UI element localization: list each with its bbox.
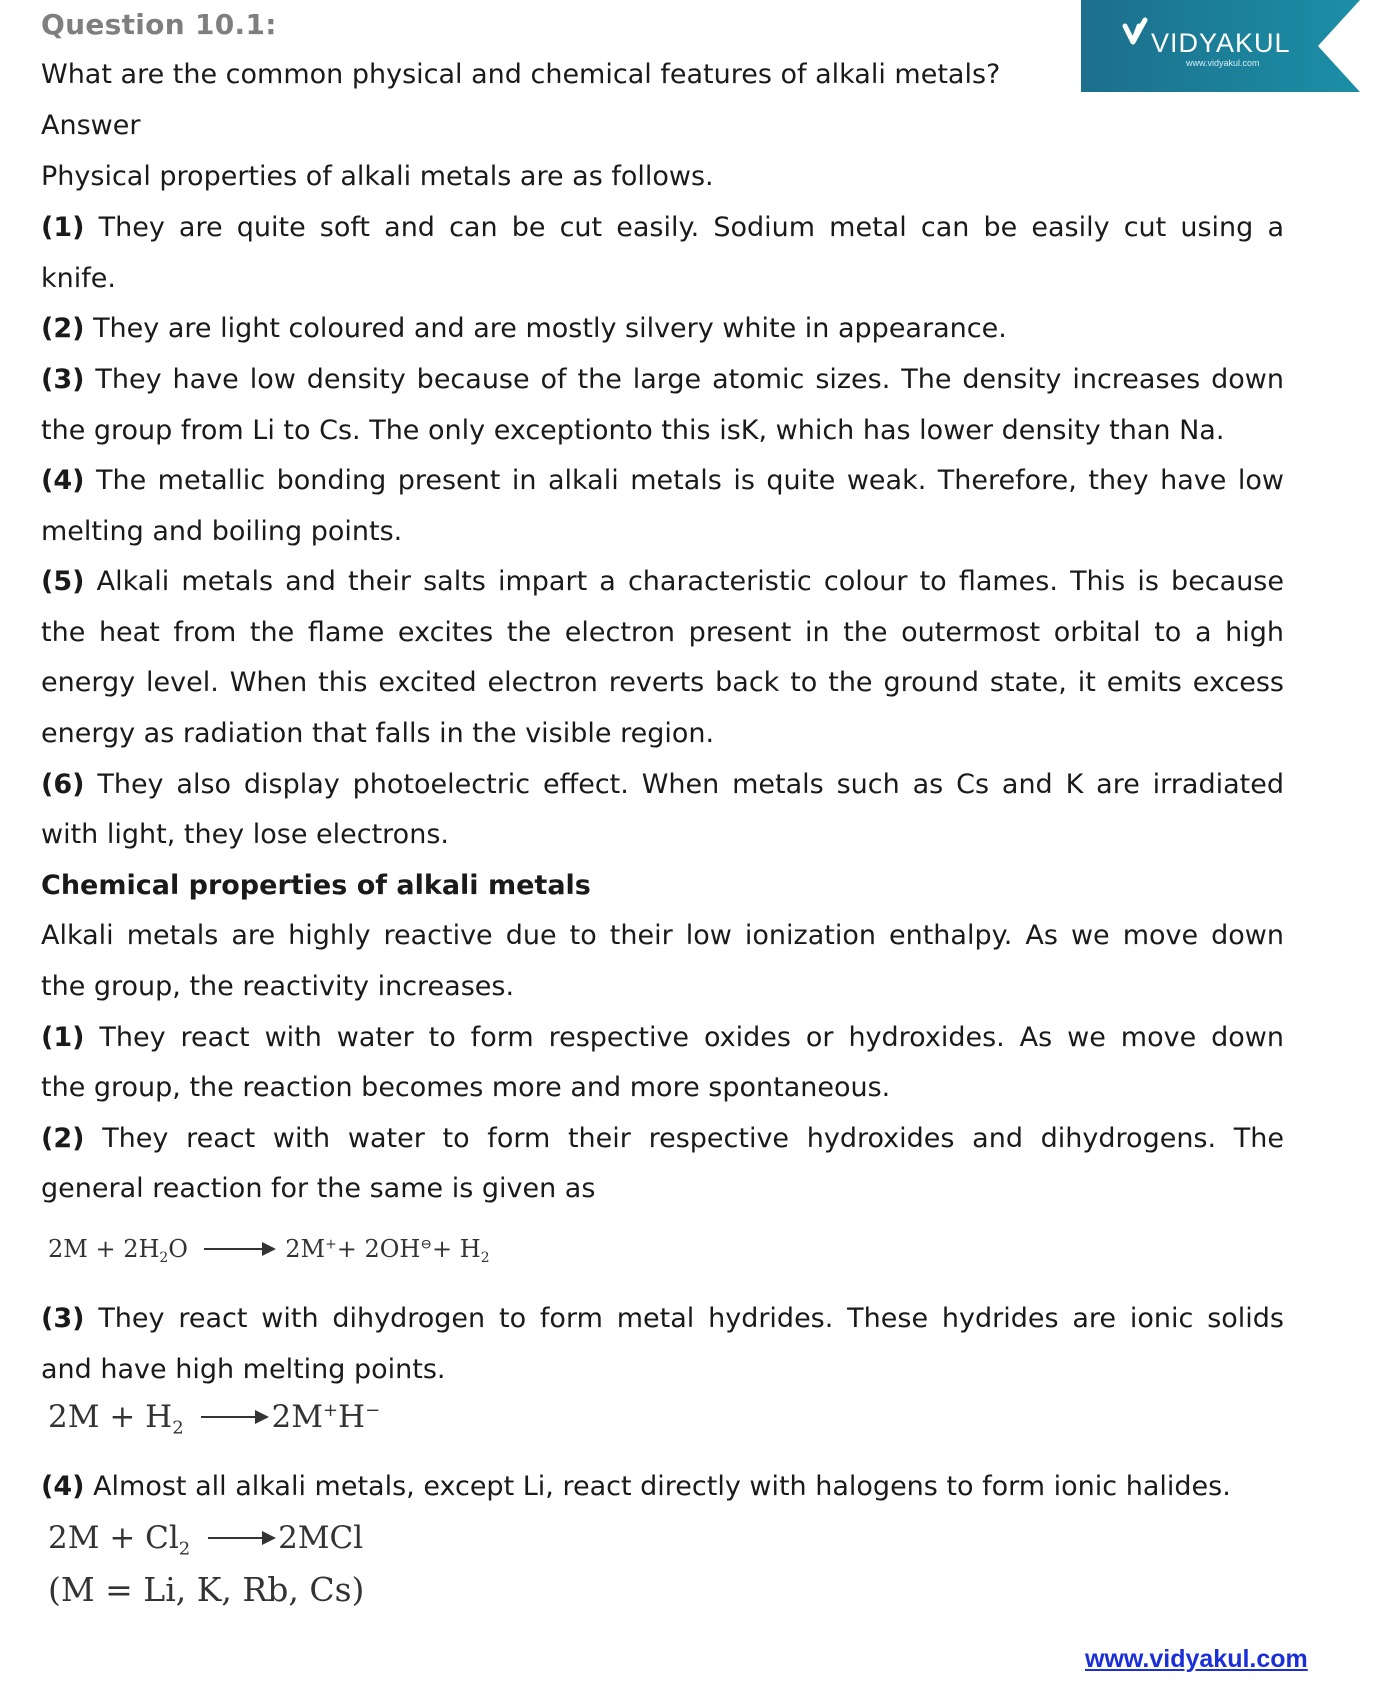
chemical-point-2-cont: general reaction for the same is given as: [41, 1173, 596, 1204]
physical-point-3-cont: the group from Li to Cs. The only exceptionto this isK, which has lower density than Na.: [41, 415, 1225, 446]
chemical-heading: Chemical properties of alkali metals: [41, 870, 591, 901]
chemical-point-2: (2) They react with water to form their respective hydroxides and dihydrogens. The: [41, 1123, 1284, 1154]
physical-point-6-cont: with light, they lose electrons.: [41, 819, 449, 850]
equation-halide: $2M + Cl_2$ 2MCl: [48, 1520, 364, 1560]
chemical-point-3-cont: and have high melting points.: [41, 1354, 446, 1385]
chemical-point-1: (1) They react with water to form respective oxides or hydroxides. As we move down: [41, 1022, 1284, 1053]
physical-point-1-cont: knife.: [41, 263, 116, 294]
physical-point-5-cont: energy level. When this excited electron reverts back to the ground state, it emits excess: [41, 667, 1284, 698]
physical-point-2: (2) They are light coloured and are mostly silvery white in appearance.: [41, 313, 1007, 344]
chemical-point-1-cont: the group, the reaction becomes more and more spontaneous.: [41, 1072, 891, 1103]
reaction-arrow-icon: [204, 1248, 274, 1250]
equation-water-reaction: $2M + 2H_2O$ $2M^++ 2OH^⊖+ H_2$: [48, 1235, 490, 1266]
physical-point-5: (5) Alkali metals and their salts impart a characteristic colour to flames. This is because: [41, 566, 1284, 597]
footer-link[interactable]: www.vidyakul.com: [1085, 1645, 1308, 1673]
chemical-point-3: (3) They react with dihydrogen to form metal hydrides. These hydrides are ionic solids: [41, 1303, 1284, 1334]
physical-point-6: (6) They also display photoelectric effect. When metals such as Cs and K are irradiated: [41, 769, 1284, 800]
physical-intro: Physical properties of alkali metals are as follows.: [41, 161, 714, 192]
svg-text:VIDYAKUL: VIDYAKUL: [1151, 28, 1291, 58]
reaction-arrow-icon: [201, 1416, 267, 1418]
answer-label: Answer: [41, 110, 141, 141]
svg-text:www.vidyakul.com: www.vidyakul.com: [1186, 58, 1260, 68]
equation-hydride: $2M + H_2$ 2M+H−: [48, 1399, 381, 1439]
physical-point-5-cont: the heat from the flame excites the electron present in the outermost orbital to a high: [41, 617, 1284, 648]
question-text: What are the common physical and chemical features of alkali metals?: [41, 59, 1001, 90]
chemical-intro-cont: the group, the reactivity increases.: [41, 971, 515, 1002]
chemical-point-4: (4) Almost all alkali metals, except Li, react directly with halogens to form ionic halides.: [41, 1471, 1231, 1502]
physical-point-1: (1) They are quite soft and can be cut easily. Sodium metal can be easily cut using a: [41, 212, 1284, 243]
physical-point-4-cont: melting and boiling points.: [41, 516, 403, 547]
vidyakul-logo: [1081, 0, 1360, 92]
physical-point-4: (4) The metallic bonding present in alkali metals is quite weak. Therefore, they have low: [41, 465, 1284, 496]
reaction-arrow-icon: [208, 1537, 274, 1539]
question-title: Question 10.1:: [41, 8, 277, 41]
metal-list: (M = Li, K, Rb, Cs): [48, 1570, 365, 1609]
physical-point-3: (3) They have low density because of the large atomic sizes. The density increases down: [41, 364, 1284, 395]
physical-point-5-cont: energy as radiation that falls in the visible region.: [41, 718, 715, 749]
chemical-intro: Alkali metals are highly reactive due to their low ionization enthalpy. As we move down: [41, 920, 1284, 951]
